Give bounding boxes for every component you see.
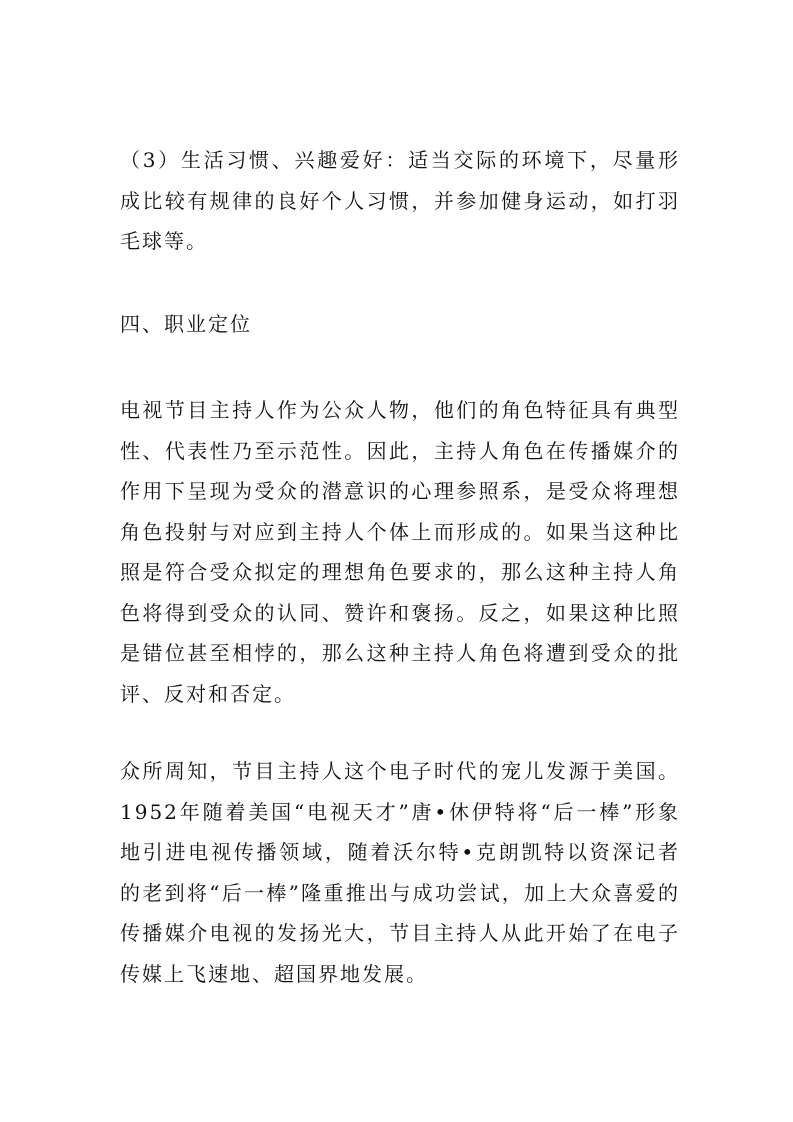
paragraph-host-role: 电视节目主持人作为公众人物，他们的角色特征具有典型性、代表性乃至示范性。因此，主持人角色在传播媒介的作用下呈现为受众的潜意识的心理参照系，是受众将理想角色投射与对应到主持人个体上而形成的。如果当这种比照是符合受众拟定的理想角色要求的，那么这种主持人角色将得到受众的认同、赞许和褒扬。反之，如果这种比照是错位甚至相悖的，那么这种主持人角色将遭到受众的批评、反对和否定。 — [120, 398, 680, 706]
paragraph-host-history: 众所周知，节目主持人这个电子时代的宠儿发源于美国。1952年随着美国“电视天才”唐•休伊特将“后一棒”形象地引进电视传播领域，随着沃尔特•克朗凯特以资深记者的老到将“后一棒”隆重推出与成功尝试，加上大众喜爱的传播媒介电视的发扬光大，节目主持人从此开始了在电子传媒上飞速地、超国界地发展。 — [120, 759, 680, 986]
paragraph-lifestyle-habits: （3）生活习惯、兴趣爱好：适当交际的环境下，尽量形成比较有规律的良好个人习惯，并参加健身运动，如打羽毛球等。 — [120, 148, 680, 253]
section-heading-career-positioning: 四、职业定位 — [120, 312, 252, 336]
